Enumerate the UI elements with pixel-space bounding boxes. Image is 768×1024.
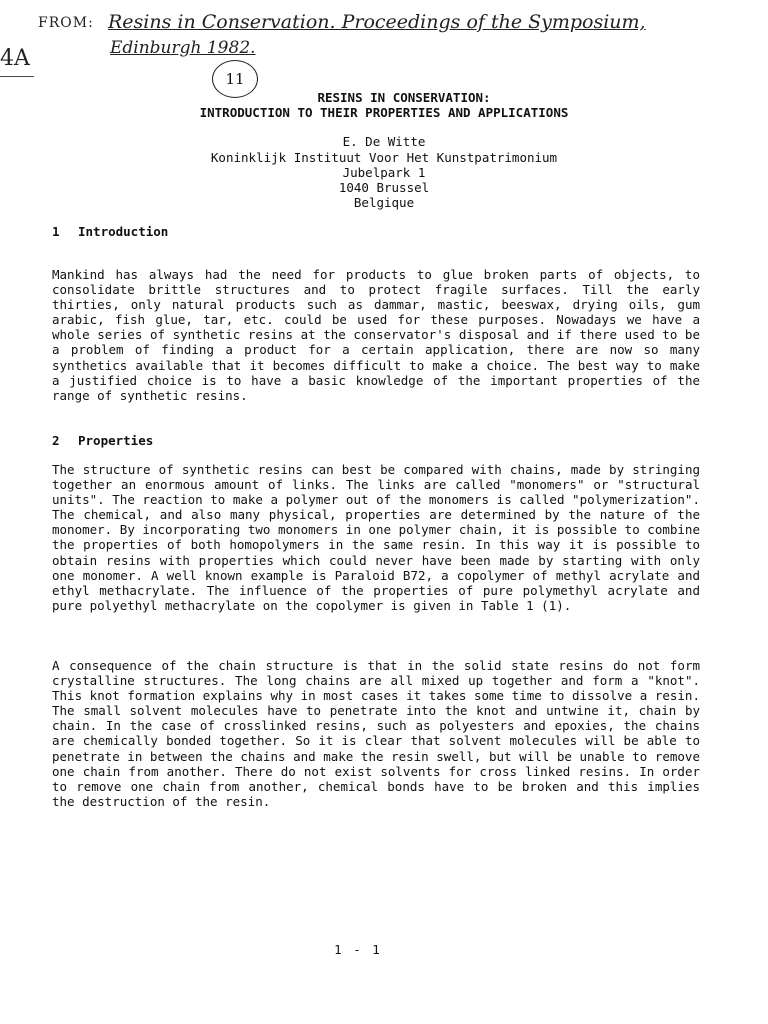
address-line3: Belgique [353, 195, 415, 210]
handwritten-source-line1: Resins in Conservation. Proceedings of the Symposium, [108, 11, 646, 33]
margin-rule [0, 76, 34, 77]
title-line2: INTRODUCTION TO THEIR PROPERTIES AND APPLICATIONS [199, 105, 569, 120]
handwritten-source-line2: Edinburgh 1982. [110, 38, 256, 58]
circled-page-mark: 11 [212, 60, 258, 98]
section-number: 2 [52, 433, 60, 448]
title-line1: RESINS IN CONSERVATION: [317, 90, 491, 105]
section-number: 1 [52, 224, 60, 239]
address-line2: 1040 Brussel [338, 180, 430, 195]
paragraph-properties-1: The structure of synthetic resins can best be compared with chains, made by stringing together an enormous amount of links. The links are called "monomers" or "structural units". The reaction to make a polymer out of the monomers is called "polymerization". The chemical, and also many physical, properties are determined by the nature of the monomer. By incorporating two monomers in one polymer chain, it is possible to combine the properties of both homopolymers in the same resin. In this way it is possible to obtain resins with properties which could never have been made by starting with only one monomer. A well known example is Paraloid B72, a copolymer of methyl acrylate and ethyl methacrylate. The influence of the properties of pure polymethyl acrylate and pure polyethyl methacrylate on the copolymer is given in Table 1 (1). [52, 462, 700, 613]
page-number: 1 - 1 [334, 942, 382, 957]
handwritten-margin-mark: 4A [0, 46, 30, 71]
address-line1: Jubelpark 1 [342, 165, 426, 180]
handwritten-from-label: FROM: [38, 15, 94, 31]
paragraph-introduction: Mankind has always had the need for products to glue broken parts of objects, to consolidate brittle structures and to protect fragile surfaces. Till the early thirties, only natural products such as dammar, mastic, beeswax, drying oils, gum arabic, fish glue, tar, etc. could be used for these purposes. Nowadays we have a whole series of synthetic resins at the conservator's disposal and if there used to be a problem of finding a product for a certain application, there are now so many synthetics available that it becomes difficult to make a choice. The best way to make a justified choice is to have a basic knowledge of the important properties of the range of synthetic resins. [52, 267, 700, 403]
section-heading-properties [52, 433, 153, 448]
author: E. De Witte [342, 134, 426, 149]
section-title: Introduction [78, 224, 169, 239]
section-title: Properties [78, 433, 154, 448]
institution: Koninklijk Instituut Voor Het Kunstpatrimonium [210, 150, 558, 165]
section-heading-introduction [52, 224, 168, 239]
paragraph-properties-2: A consequence of the chain structure is that in the solid state resins do not form crystalline structures. The long chains are all mixed up together and form a "knot". This knot formation explains why in most cases it takes some time to dissolve a resin. The small solvent molecules have to penetrate into the knot and untwine it, chain by chain. In the case of crosslinked resins, such as polyesters and epoxies, the chains are chemically bonded together. So it is clear that solvent molecules will be able to penetrate in between the chains and make the resin swell, but will be unable to remove one chain from another. There do not exist solvents for cross linked resins. In order to remove one chain from another, chemical bonds have to be broken and this implies the destruction of the resin. [52, 658, 700, 809]
